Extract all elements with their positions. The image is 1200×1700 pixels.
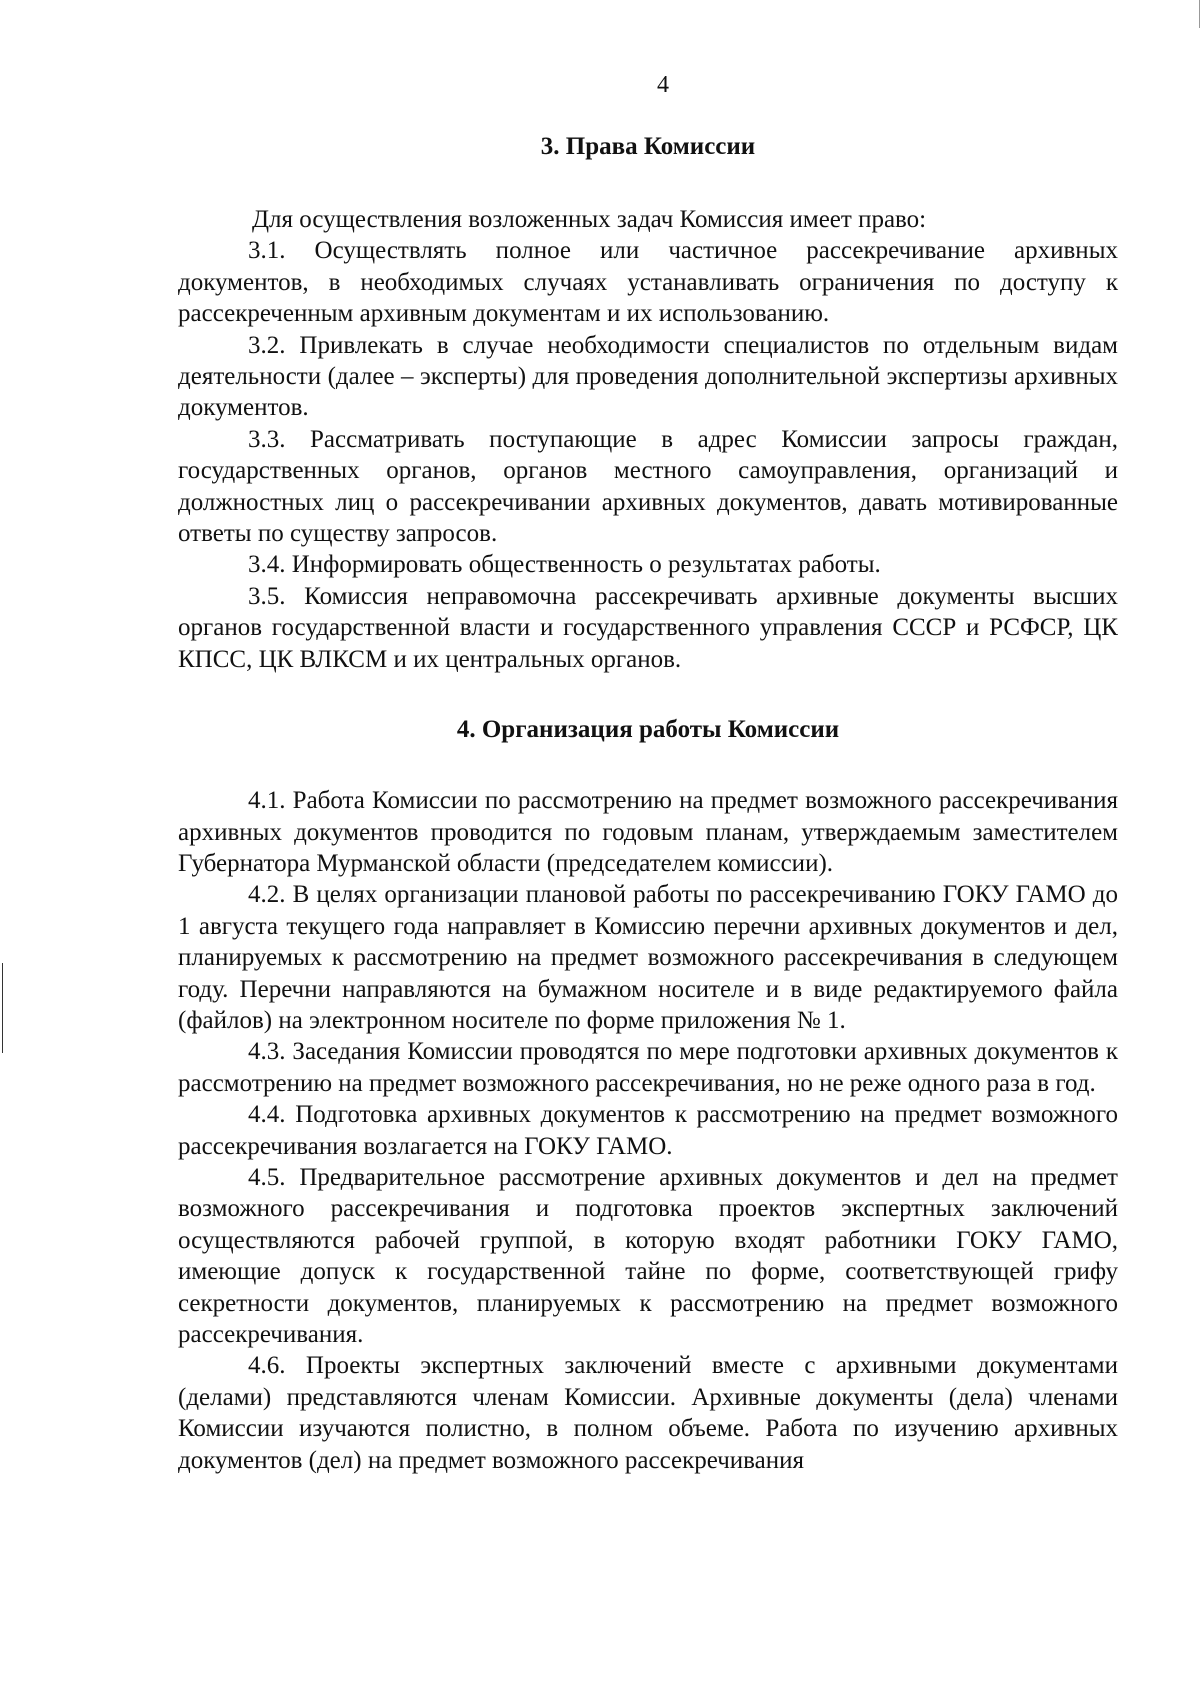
paragraph-4-5: 4.5. Предварительное рассмотрение архивных документов и дел на предмет возможного рассекречивания и подготовка проектов экспертных заключений осуществляются рабочей группой, в которую входят работники ГОКУ ГАМО, имеющие допуск к государственной тайне по форме, соответствующей грифу секретности документов, планируемых к рассмотрению на предмет возможного рассекречивания. [178, 1163, 1118, 1348]
document-content [178, 72, 1118, 1476]
scan-margin-line [2, 963, 3, 1053]
section-4-heading: 4. Организация работы Комиссии [456, 716, 840, 744]
page-number: 4 [657, 72, 669, 98]
scan-edge-mark [1189, 0, 1200, 28]
paragraph-4-4: 4.4. Подготовка архивных документов к рассмотрению на предмет возможного рассекречивания возлагается на ГОКУ ГАМО. [178, 1101, 1118, 1160]
paragraph-4-3: 4.3. Заседания Комиссии проводятся по мере подготовки архивных документов к рассмотрению на предмет возможного рассекречивания, но не реже одного раза в год. [178, 1038, 1118, 1097]
paragraph-4-2: 4.2. В целях организации плановой работы по рассекречиванию ГОКУ ГАМО до 1 августа текущего года направляет в Комиссию перечни архивных документов и дел, планируемых к рассмотрению на предмет возможного рассекречивания в следующем году. Перечни направляются на бумажном носителе и в виде редактируемого файла (файлов) на электронном носителе по форме приложения № 1. [178, 881, 1118, 1034]
section-3-intro: Для осуществления возложенных задач Комиссия имеет право: [252, 206, 927, 233]
paragraph-4-6: 4.6. Проекты экспертных заключений вместе с архивными документами (делами) представляются членам Комиссии. Архивные документы (дела) членами Комиссии изучаются полистно, в полном объеме. Работа по изучению архивных документов (дел) на предмет возможного рассекречивания [178, 1352, 1118, 1474]
paragraph-4-1: 4.1. Работа Комиссии по рассмотрению на предмет возможного рассекречивания архивных документов проводится по годовым планам, утверждаемым заместителем Губернатора Мурманской области (председателем комиссии). [178, 787, 1118, 877]
paragraph-3-5: 3.5. Комиссия неправомочна рассекречивать архивные документы высших органов государственной власти и государственного управления СССР и РСФСР, ЦК КПСС, ЦК ВЛКСМ и их центральных органов. [178, 582, 1118, 673]
paragraph-3-2: 3.2. Привлекать в случае необходимости специалистов по отдельным видам деятельности (далее – эксперты) для проведения дополнительной экспертизы архивных документов. [178, 331, 1118, 422]
paragraph-3-4: 3.4. Информировать общественность о результатах работы. [248, 551, 881, 579]
paragraph-3-3: 3.3. Рассматривать поступающие в адрес Комиссии запросы граждан, государственных органов, органов местного самоуправления, организаций и должностных лиц о рассекречивании архивных документов, давать мотивированные ответы по существу запросов. [178, 425, 1118, 548]
section-3-heading: 3. Права Комиссии [540, 133, 756, 160]
paragraph-3-1: 3.1. Осуществлять полное или частичное рассекречивание архивных документов, в необходимых случаях устанавливать ограничения по доступу к рассекреченным архивным документам и их использованию. [178, 237, 1118, 328]
